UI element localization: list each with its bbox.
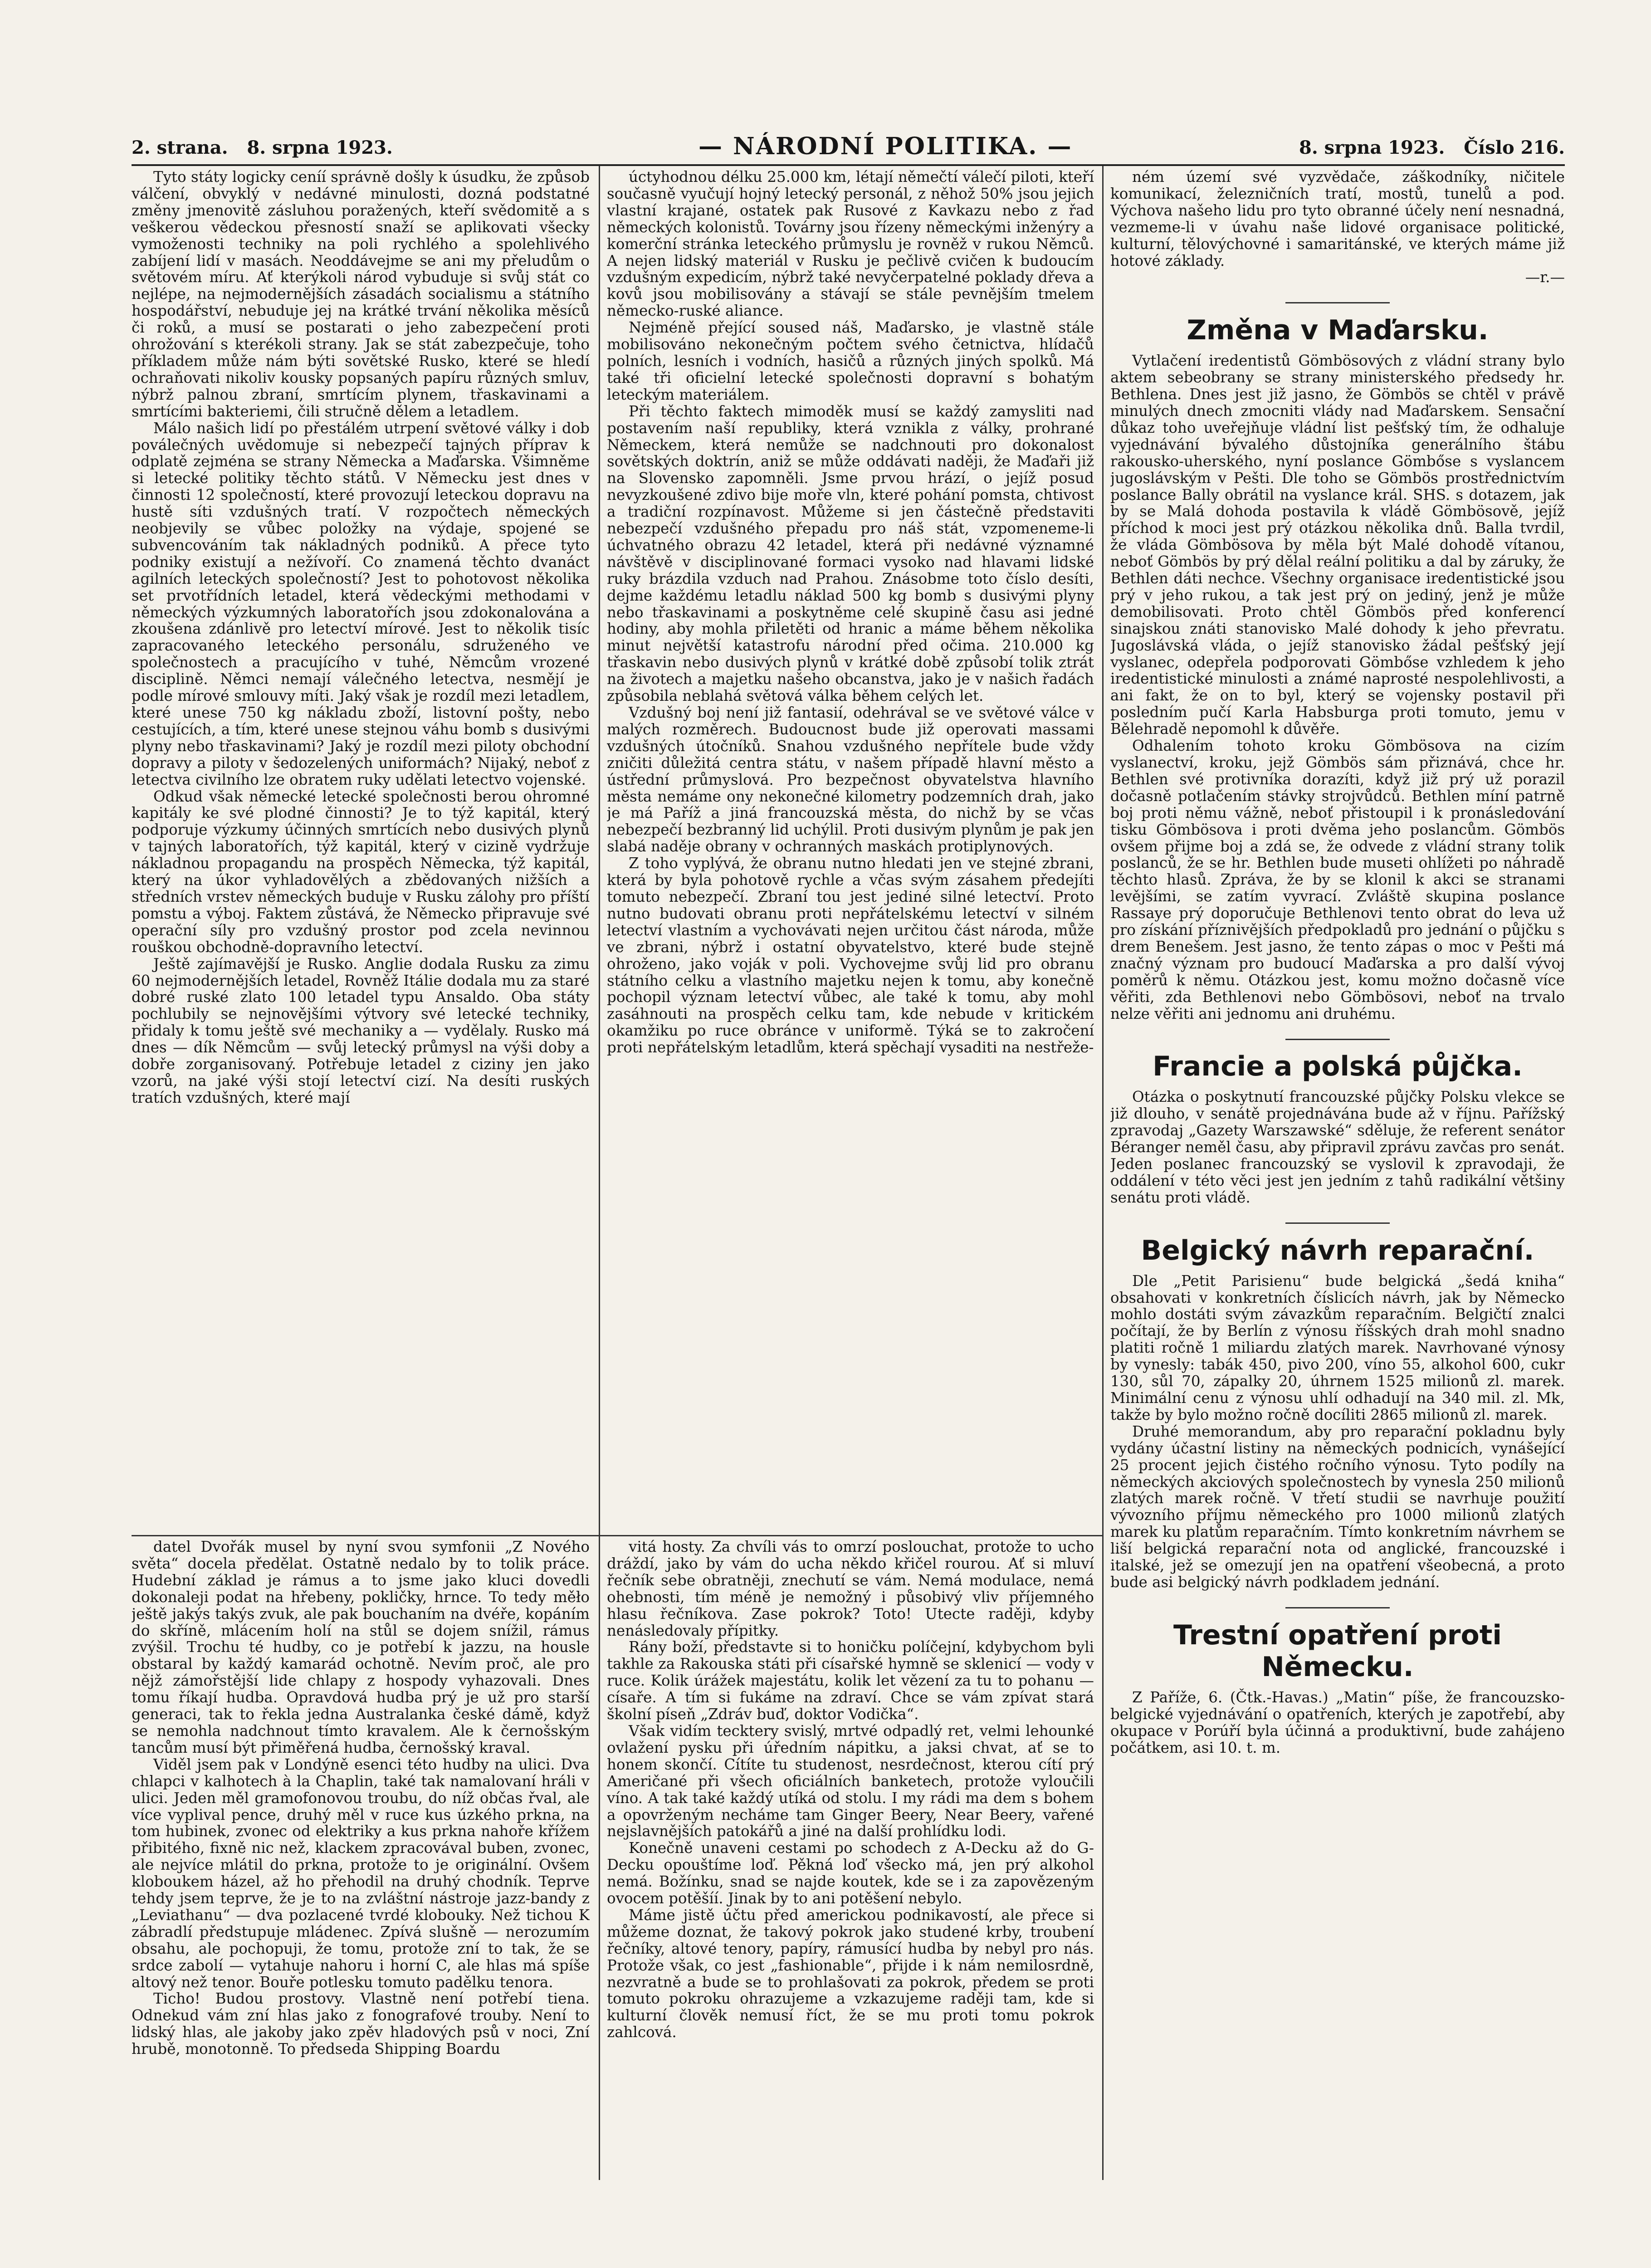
paragraph: Tyto státy logicky ceníí správně došly k úsudku, že způsob válčení, obvyklý v nedávné minulosti, dozná podstatné změny jmenovitě zásluhou poražených, kteří svědomitě a s veškerou vědeckou přesností snaží se aplikovati všecky vymoženosti techniky na poli rychlého a spolehlivého zabíjení lidí v masách. Neoddávejme se ani my přeludům o světovém míru. Ať kterýkoli národ vybuduje si svůj stát co nejlépe, na nejmodernějších zásadách socialismu a státního hospodářství, nebuduje jej na krátké trvání několika měsíců či roků, a musí se postarati o jeho zabezpečení proti ohrožování s kterékoli strany. Jak se stát zabezpečuje, toho příkladem může nám býti sovětské Rusko, které se hledí ochraňovati nikoliv kousky popsaných papíru různých smluv, nýbrž palnou zbraní, smrtícím plynem, třaskavinami a smrtícími bakteriemi, čili stručně dělem a letadlem.: [132, 169, 590, 420]
page-header: [132, 132, 1565, 164]
separator: [1110, 1027, 1565, 1044]
paragraph: Konečně unaveni cestami po schodech z A-Decku až do G-Decku opouštíme loď. Pěkná loď všecko má, jen prý alkohol nemá. Božínku, snad se najde koutek, kde se i za zapovězeným ovocem potěšíí. Jinak by to ani potěšení nebylo.: [607, 1839, 1094, 1907]
masthead: — NÁRODNÍ POLITIKA. —: [698, 132, 1073, 160]
page-number-date: 2. strana. 8. srpna 1923.: [132, 137, 393, 158]
article-title: Francie a polská půjčka.: [1153, 1051, 1523, 1083]
paragraph: datel Dvořák musel by nyní svou symfonii „Z Nového světa“ docela předělat. Ostatně nedalo by to tolik práce. Hudební základ je rámus a to jsme jako kluci dovedli dokonaleji podat na hřebeny, pokličky, hrnce. To tedy měło ještě jakýs takýs zvuk, ale pak bouchaním na dvéře, kopáním do skříně, mlácením holí na stůl se dojem snížil, rámus zvýšil. Trochu té hudby, co je potřebí k jazzu, na housle obstaral by každý kamarád ochotně. Nevím proč, ale pro nějž zámořstější lide chlapy z hospody vyhazovali. Dnes tomu říkají hudba. Opravdová hudba prý je už pro starší generaci, tak to řekla jedna Australanka české dámě, když se nemohla nadchnout tímto kravalem. Ale k černošským tancům musí být přiměřená hudba, černošský kraval.: [132, 1539, 590, 1756]
header-rule: [132, 164, 1565, 166]
paragraph: Ticho! Budou prostovy. Vlastně není potřebí tiena. Odnekud vám zní hlas jako z fonografové trouby. Není to lidský hlas, ale jakoby jako zpěv hladových psů v noci, Zní hrubě, monotonně. To předseda Shipping Boardu: [132, 1990, 590, 2058]
article-title: Změna v Maďarsku.: [1187, 314, 1489, 347]
separator: [1110, 1211, 1565, 1227]
column-divider: [599, 166, 600, 2180]
article-title: Trestní opatření proti Německu.: [1173, 1619, 1502, 1683]
column-3: [1110, 169, 1565, 2178]
separator: [1110, 290, 1565, 307]
paragraph: Vzdušný boj není již fantasií, odehrával se ve světové válce v malých rozměrech. Budoucnost bude již operovati massami vzdušných útočníků. Snahou vzdušného nepřítele bude vždy zničiti důležitá centra státu, v našem případě hlavní město a ústřední průmyslová. Pro bezpečnost obyvatelstva hlavního města nemáme ony nekonečné kilometry podzemních drah, jako je má Paříž a jiná francouzská města, do nichž by se včas nebezpečí bezbranný lid uchýlil. Proti dusivým plynům je pak jen slabá naděje obrany v ochranných maskách protiplynových.: [607, 704, 1094, 855]
column-1-top: [132, 169, 590, 1532]
paragraph: Při těchto faktech mimoděk musí se každý zamysliti nad postavením naší republiky, která vznikla z války, prohrané Německem, která nemůže se nadchnouti pro dokonalost sovětských doktrín, aniž se může oddávati naději, že Maďaři již na Slovensko zapomněli. Jsme prvou hrází, o jejíž posud nevyzkoušené zdivo bije moře vln, které pohání pomsta, chtivost a tradiční rozpínavost. Můžeme si jen částečně představiti nebezpečí vzdušného přepadu pro náš stát, vzpomeneme-li úchvatného obrazu 42 letadel, která při nedávné významné návštěvě v disciplinované formaci vysoko nad hlavami lidské ruky brázdila vzduch nad Prahou. Znásobme toto číslo desíti, dejme každému letadlu náklad 500 kg bomb s dusivými plyny nebo třaskavinami a poskytněme celé skupině času asi jedné hodiny, aby mohla přiletěti od hranic a máme během několika minut největší katastrofu národní před očima. 210.000 kg třaskavin nebo dusivých plynů v krátké době způsobí tolik ztrát na životech a majetku našeho obcanstva, jako je v našich řadách způsobila neblahá světová válka během celých let.: [607, 402, 1094, 705]
column-2-bottom: [607, 1539, 1094, 2179]
paragraph: Dle „Petit Parisienu“ bude belgická „šedá kniha“ obsahovati v konkretních číslicích návrh, jak by Německo mohlo dostáti svým závazkům reparačním. Belgičtí znalci počítají, že by Berlín z výnosu říšských drah mohl snadno platiti ročně 1 miliardu zlatých marek. Navrhované výnosy by vynesly: tabák 450, pivo 200, víno 55, alkohol 600, cukr 130, sůl 70, zápalky 20, úhrnem 1525 milionů zl. marek. Minimální cenu z výnosu uhlí odhadují na 340 mil. zl. Mk, takže by bylo možno ročně docíliti 2865 milionů zl. marek.: [1110, 1272, 1565, 1423]
paragraph: Rány boží, představte si to honičku políčejní, kdybychom byli takhle za Rakouska státi při císařské hymně se sklenicí — vody v ruce. Kolik úrážek majestátu, kolik let vězení za tu to pohanu — císaře. A tím si fukáme na zdraví. Chce se vám zpívat stará školní píseň „Zdráv buď, doktor Vodička“.: [607, 1638, 1094, 1723]
signature: —r.—: [1525, 269, 1565, 286]
paragraph: Otázka o poskytnutí francouzské půjčky Polsku vlekce se již dlouho, v senátě projednávána bude až v říjnu. Pařížský zpravodaj „Gazety Warszawské“ sděluje, že referent senátor Béranger neměl času, aby připravil zprávu zavčas pro senát. Jeden poslanec francouzský se vyslovil k zpravodaji, že oddálení v této věci jest jen jedním z tahů radikální většiny senátu proti vládě.: [1110, 1088, 1565, 1206]
column-divider: [1102, 166, 1104, 2180]
paragraph: Ještě zajímavější je Rusko. Anglie dodala Rusku za zimu 60 nejmodernějších letadel, Rovněž Itálie dodala mu za staré dobré ruské zlato 100 letadel typu Ansaldo. Oba státy pochlubily se nejnovějšími výtvory své letecké techniky, přidaly k tomu ještě své mechaniky a — vydělaly. Rusko má dnes — dík Němcům — svůj letecký průmysl na výši doby a dobře zorganisovaný. Potřebuje letadel z ciziny jen jako vzorů, na jaké výši stojí letectví cizí. Na desíti ruských tratích vzdušných, které mají: [132, 955, 590, 1106]
paragraph: Druhé memorandum, aby pro reparační pokladnu byly vydány účastní listiny na německých podnicích, vynášející 25 procent jejich čistého ročního výnosu. Tyto podíly na německých akciových společnostech by vynesla 250 milionů zlatých marek ročně. V třetí studii se navrhuje použití vývozního příjmu německého pro 1000 milionů zlatých marek ku platům reparačním. Tímto konkretním návrhem se liší belgická reparační nota od anglické, francouzské i italské, jež se omezují jen na opatření všeobecná, a proto bude asi belgický návrh podkladem jednání.: [1110, 1422, 1565, 1591]
paragraph: Odhalením tohoto kroku Gömbösova na cizím vyslanectví, kroku, jejž Gömbös sám přiznává, chce hr. Bethlen své protivníka dorazíti, když již prý už porazil dočasně potlačením stávky strojvůdců. Bethlen míní patrně boj proti němu vážně, neboť přistoupil i k pronásledování tisku Gömbösova i proti dvěma jeho poslancům. Gömbös ovšem přijme boj a zdá se, že odvede z vládní strany tolik poslanců, že se hr. Bethlen bude museti ohlížeti po náhradě těchto hlasů. Zpráva, že by se klonil k akci se stranami levějšími, se zatím vyvrací. Zvláště skupina poslance Rassaye prý doporučuje Bethlenovi tento obrat do leva už pro získání příznivějších předpokladů pro jednání o půjčku s drem Benešem. Jest jasno, že tento zápas o moc v Pešti má značný význam pro budoucí Maďarska a pro další vývoj poměrů k němu. Otázkou jest, komu možno dočasně více věřiti, zda Bethlenovi nebo Gömbösovi, neboť na trvalo nelze věřiti ani jednomu ani druhému.: [1110, 737, 1565, 1022]
paragraph: úctyhodnou délku 25.000 km, létají němečtí válečí piloti, kteří současně vyučují hojný letecký personál, z něhož 50% jsou jejich vlastní krajané, ostatek pak Rusové z Kavkazu nebo z řad německých kolonistů. Továrny jsou řízeny německými inženýry a komerční stránka leteckého průmyslu je rovněž v rukou Němců. A nejen lidský materiál v Rusku je pečlivě cvičen k budoucím vzdušným expedicím, nýbrž také nevyčerpatelné poklady dřeva a kovů jsou mobilisovány a stávají se stále pevnějším tmelem německo-ruské aliance.: [607, 169, 1094, 320]
paragraph: Z Paříže, 6. (Čtk.-Havas.) „Matin“ píše, že francouzsko-belgické vyjednávání o opatřeních, kterých je zapotřebí, aby okupace v Porúří byla účinná a produktivní, bude zahájeno počátkem, asi 10. t. m.: [1110, 1688, 1565, 1756]
section-rule: [132, 1535, 1102, 1536]
paragraph: Z toho vyplývá, že obranu nutno hledati jen ve stejné zbrani, která by byla pohotově rychle a včas svým zásahem předejíti tomuto nebezpečí. Zbraní tou jest jediné silné letectví. Proto nutno budovati obranu proti nepřátelskému letectví v silném letectví vlastním a vychovávati nejen určitou část národa, může ve zbrani, nýbrž i ostatní obyvatelstvo, které bude stejně ohroženo, jako voják v poli. Vychovejme svůj lid pro obranu státního celku a vlastního majetku nejen k tomu, aby konečně pochopil význam letectví vůbec, ale také k tomu, aby mohl zasáhnouti na prospěch celku tam, kde nebude v kritickém okamžiku po ruce obránce v uniformě. Týká se to zakročení proti nepřátelským letadlům, která spěchají vysaditi na nestřeže-: [607, 855, 1094, 1056]
paragraph: ném území své vyzvědače, záškodníky, ničitele komunikací, železničních tratí, mostů, tunelů a pod. Výchova našeho lidu pro tyto obranné účely není nesnadná, vezmeme-li v úvahu naše lidové organisace politické, kulturní, tělovýchovné i samaritánské, ve kterých máme již hotové základy.: [1110, 169, 1565, 269]
column-2-top: [607, 169, 1094, 1532]
paragraph: Nejméně přející soused náš, Maďarsko, je vlastně stále mobilisováno nekonečným počtem svého četnictva, hlídačů polních, lesních i vodních, hasičů a různých jiných spolků. Má také tři oficielní letecké společnosti dopravní s bohatým leteckým materiálem.: [607, 319, 1094, 403]
article-title: Belgický návrh reparační.: [1141, 1234, 1534, 1266]
paragraph: vitá hosty. Za chvíli vás to omrzí poslouchat, protože to ucho dráždí, jako by vám do ucha někdo křičel rourou. Ať si mluví řečník sebe obratněji, znechutí se vám. Nemá modulace, nemá ohebnosti, tím méně je nemožný i působivý vliv příjemného hlasu řečníkova. Zase pokrok? Toto! Utecte raději, kdyby nenásledovaly přípitky.: [607, 1539, 1094, 1639]
separator: [1110, 1595, 1565, 1612]
paragraph: Však vidím tecktery svislý, mrtvé odpadlý ret, velmi lehounké ovlažení pysku při úředním nápitku, a jaksi chvat, ať se to honem skončí. Cítíte tu studenost, nesrdečnost, kterou cítí prý Američané při všech oficiálních banketech, protože vyloučili víno. A tak také každý utíká od stolu. I my rádi ma dem s bohem a opovrženým necháme tam Ginger Beery, Near Beery, vařené nejslavnějších patokářů a jiné na další prohlídku lodi.: [607, 1722, 1094, 1840]
paragraph: Viděl jsem pak v Londýně esenci této hudby na ulici. Dva chlapci v kalhotech à la Chaplin, také tak namalovaní hráli v ulici. Jeden měl gramofonovou troubu, do níž občas řval, ale více vyplival pence, druhý měl v ruce kus úzkého prkna, na tom hubinek, zvonec od elektriky a kus prkna nahoře křížem přibitého, fixně nic než, klackem zpracovával buben, zvonec, ale nejvíce mlátil do prkna, protože to je originální. Ovšem kloboukem házel, až ho přehodil na druhý chodník. Teprve tehdy jsem teprve, že je to na zvláštní nástroje jazz-bandy z „Leviathanu“ — dva pozlacené tvrdé klobouky. Než tichou K zábradlí předstupuje mládenec. Zpívá slušně — nerozumím obsahu, ale pochopuji, že tomu, protože zní to tak, že se srdce zabolí — vytahuje nahoru i horní C, ale hlas má spíše altový než tenor. Bouře potlesku tomuto padělku tenora.: [132, 1755, 590, 1991]
paragraph: Máme jistě účtu před americkou podnikavostí, ale přece si můžeme doznat, že takový pokrok jako studené krby, troubení řečníky, altové tenory, papíry, rámusící hudba by nebyl pro nás. Protože však, co jest „fashionable“, přijde i k nám nemilosrdně, nezvratně a bude se to prohlašovati za pokrok, předem se proti tomuto pokroku ohrazujeme a vzkazujeme raději tam, kde si kulturní člověk nemusí říct, že se mu proti tomu pokrok zahlcová.: [607, 1906, 1094, 2041]
column-1-bottom: [132, 1539, 590, 2179]
date-issue: 8. srpna 1923. Číslo 216.: [1299, 137, 1565, 158]
paragraph: Vytlačení iredentistů Gömbösových z vládní strany bylo aktem sebeobrany se strany ministerského předsedy hr. Bethlena. Dnes jest již jasno, že Gömbös se chtěl v právě minulých dnech zmocniti vlády nad Maďarskem. Sensační důkaz toho uveřejňuje vládní list pešťský tím, že odhaluje vyjednávání bývalého důstojníka generálního štábu rakousko-uherského, nyní poslance Gömbőse s vyslancem jugoslávským v Pešti. Dle toho se Gömbös prostřednictvím poslance Bally obrátil na vyslance král. SHS. s dotazem, jak by se Malá dohoda postavila k vládě Gömbösově, jejíž příchod k moci jest prý otázkou několika dnů. Balla tvrdil, že vláda Gömbösova by měla být Malé dohodě vítanou, neboť Gömbös by prý dělal reální politiku a dal by záruky, že Bethlen dáti nechce. Všechny organisace iredentistické jsou prý v jeho rukou, a tak jest prý on jediný, jenž je může demobilisovati. Proto chtěl Gömbös před konferencí sinajskou znáti stanovisko Malé dohody k jeho převratu. Jugoslávská vláda, o jejíž stanovisko žádal pešťský její vyslanec, odepřela podporovati Gömbőse vzhledem k jeho iredentistické minulosti a známé naprosté nespolehlivosti, a ani fakt, že on to byl, který se vojensky postavil při posledním pučí Karla Habsburga proti tomuto, jemu v Bělehradě nepomohl k důvěře.: [1110, 352, 1565, 738]
paragraph: Málo našich lidí po přestálém utrpení světové války i dob poválečných uvědomuje si nebezpečí tajných příprav k odplatě zejména se strany Německa a Maďarska. Všimněme si letecké politiky těchto států. V Německu jest dnes v činnosti 12 společností, které provozují leteckou dopravu na hustě síti vzdušných tratí. V rozpočtech německých neobjevily se vůbec položky na výdaje, spojené se subvencováním tak nákladných podniků. A přece tyto podniky existují a nežívoří. Co znamená těchto dvanáct agilních leteckých společností? Jest to pohotovost několika set prvotřídních letadel, která vědeckými methodami v německých výzkumných laboratořích jsou zdokonalována a zkoušena zdánlivě pro letectví mírové. Jest to několik tisíc zapracovaného leteckého personálu, sdruženého ve společnostech a pracujícího v tuhé, Němcům vrozené disciplině. Němci nemají válečného letectva, nesmějí je podle mírové smlouvy míti. Jaký však je rozdíl mezi letadlem, které unese 750 kg nákladu zboží, listovní pošty, nebo cestujících, a tím, které unese stejnou váhu bomb s dusivými plyny nebo třaskavinami? Jaký je rozdíl mezi piloty obchodní dopravy a piloty v šedozelených uniformách? Nijaký, neboť z letectva civilního lze obratem ruky udělati letectvo vojenské.: [132, 419, 590, 788]
paragraph: Odkud však německé letecké společnosti berou ohromné kapitály ke své plodné činnosti? Je to týž kapitál, který podporuje výzkumy účinných smrtících nebo dusivých plynů v tajných laboratořích, týž kapitál, který v cizině vydržuje nákladnou propagandu na prospěch Německa, týž kapitál, který na úkor vyhladovělých a zbědovaných nižších a středních vrstev německých buduje v Rusku zálohy pro příští pomstu a výboj. Faktem zůstává, že Německo připravuje své operační síly pro vzdušný prostor pod zcela nevinnou rouškou obchodně-dopravního letectví.: [132, 787, 590, 956]
